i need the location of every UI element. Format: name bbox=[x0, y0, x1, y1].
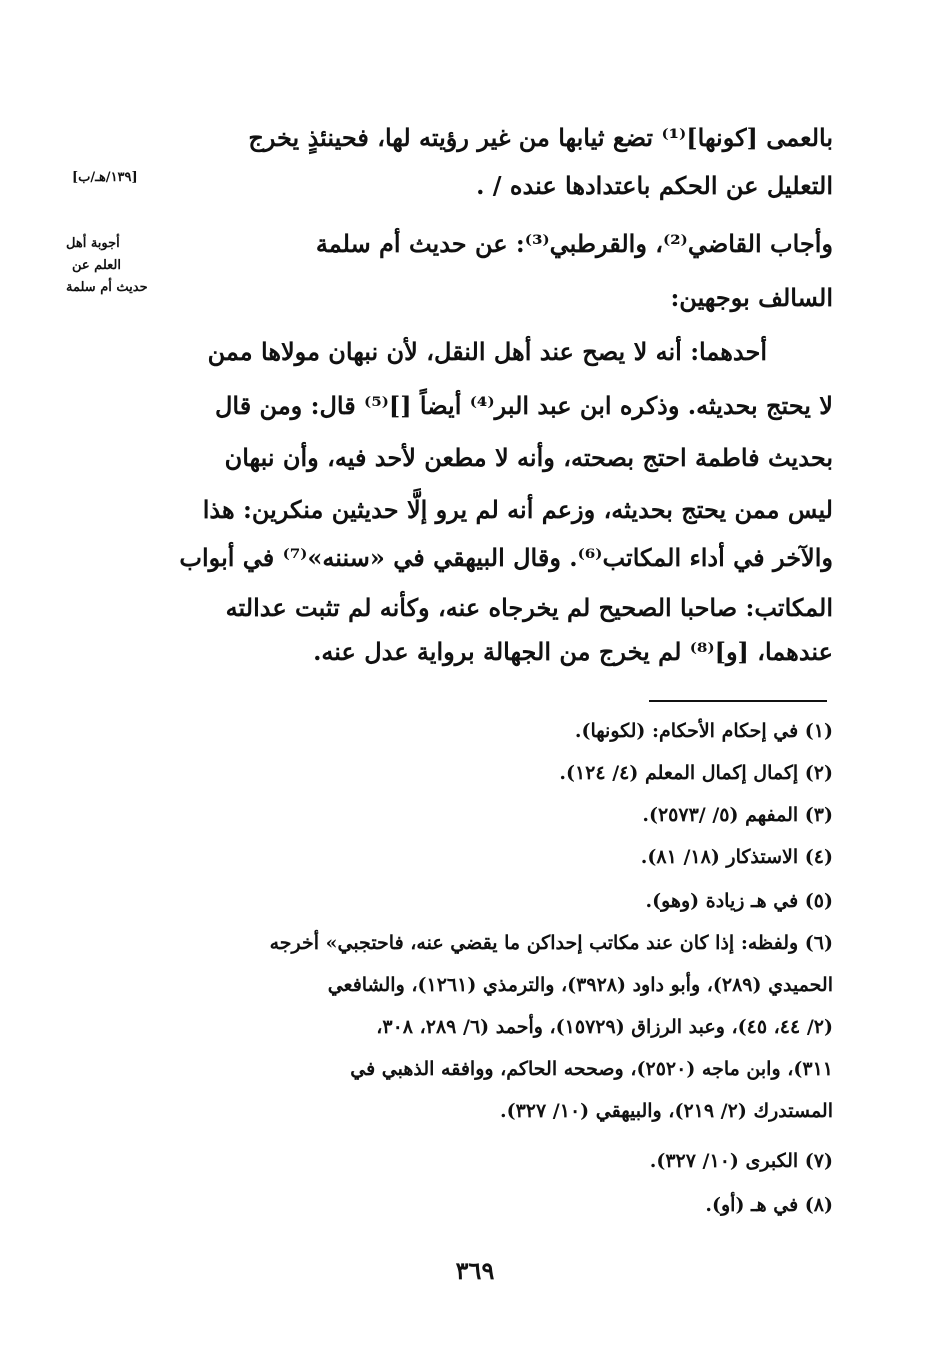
main-text-line: السالف بوجهين: bbox=[670, 283, 833, 312]
margin-topic-line: حديث أم سلمة bbox=[66, 280, 148, 295]
main-text-line: لا يحتج بحديثه. وذكره ابن عبد البر⁽⁴⁾ أيضاً []⁽⁵⁾ قال: ومن قال bbox=[214, 391, 833, 420]
footnote-line: (٧) الكبرى (١٠/ ٣٢٧). bbox=[649, 1150, 833, 1172]
main-text-line: عندهما، [و]⁽⁸⁾ لم يخرج من الجهالة برواية عدل عنه. bbox=[313, 637, 833, 666]
main-text-line: التعليل عن الحكم باعتدادها عنده / . bbox=[476, 171, 833, 200]
margin-topic-line: أجوبة أهل bbox=[66, 236, 120, 251]
footnote-line: الحميدي (٢٨٩)، وأبو داود (٣٩٢٨)، والترمذي (١٢٦١)، والشافعي bbox=[327, 974, 833, 996]
footnote-line: ٣١١)، وابن ماجه (٢٥٢٠)، وصححه الحاكم، ووافقه الذهبي في bbox=[350, 1058, 833, 1080]
footnote-separator bbox=[649, 700, 827, 702]
main-text-line: بالعمى [كونها]⁽¹⁾ تضع ثيابها من غير رؤيته لها، فحينئذٍ يخرج bbox=[248, 123, 833, 152]
main-text-line: بحديث فاطمة احتج بصحته، وأنه لا مطعن لأحد فيه، وأن نبهان bbox=[224, 443, 833, 472]
footnote-line: (٣) المفهم (٥/ /٢٥٧٣). bbox=[642, 804, 833, 826]
footnote-line: (٤) الاستذكار (١٨/ ٨١). bbox=[640, 846, 833, 868]
main-text-line: أحدهما: أنه لا يصح عند أهل النقل، لأن نبهان مولاها ممن bbox=[207, 337, 767, 366]
footnote-line: (٥) في هـ زيادة (وهو). bbox=[645, 890, 833, 912]
main-text-line: ليس ممن يحتج بحديثه، وزعم أنه لم يرو إلَّا حديثين منكرين: هذا bbox=[202, 495, 833, 524]
footnote-line: (٢/ ٤٤، ٤٥)، وعبد الرزاق (١٥٧٢٩)، وأحمد (٦/ ٢٨٩، ٣٠٨، bbox=[376, 1016, 833, 1038]
footnote-line: (٨) في هـ (أو). bbox=[705, 1194, 833, 1216]
margin-topic-line: العلم عن bbox=[72, 258, 121, 273]
footnote-line: (٢) إكمال إكمال المعلم (٤/ ١٢٤). bbox=[559, 762, 833, 784]
page-number: ٣٦٩ bbox=[455, 1256, 495, 1285]
main-text-line: وأجاب القاضي⁽²⁾، والقرطبي⁽³⁾: عن حديث أم سلمة bbox=[315, 229, 833, 258]
footnote-line: (٦) ولفظه: إذا كان عند مكاتب إحداكن ما يقضي عنه، فاحتجبي» أخرجه bbox=[269, 932, 833, 954]
main-text-line: والآخر في أداء المكاتب⁽⁶⁾. وقال البيهقي في «سننه»⁽⁷⁾ في أبواب bbox=[179, 543, 833, 572]
footnote-line: المستدرك (٢/ ٢١٩)، والبيهقي (١٠/ ٣٢٧). bbox=[499, 1100, 833, 1122]
footnote-line: (١) في إحكام الأحكام: (لكونها). bbox=[574, 720, 833, 742]
folio-marker: [١٣٩/هـ/ب] bbox=[72, 170, 138, 185]
main-text-line: المكاتب: صاحبا الصحيح لم يخرجاه عنه، وكأنه لم تثبت عدالته bbox=[225, 593, 833, 622]
